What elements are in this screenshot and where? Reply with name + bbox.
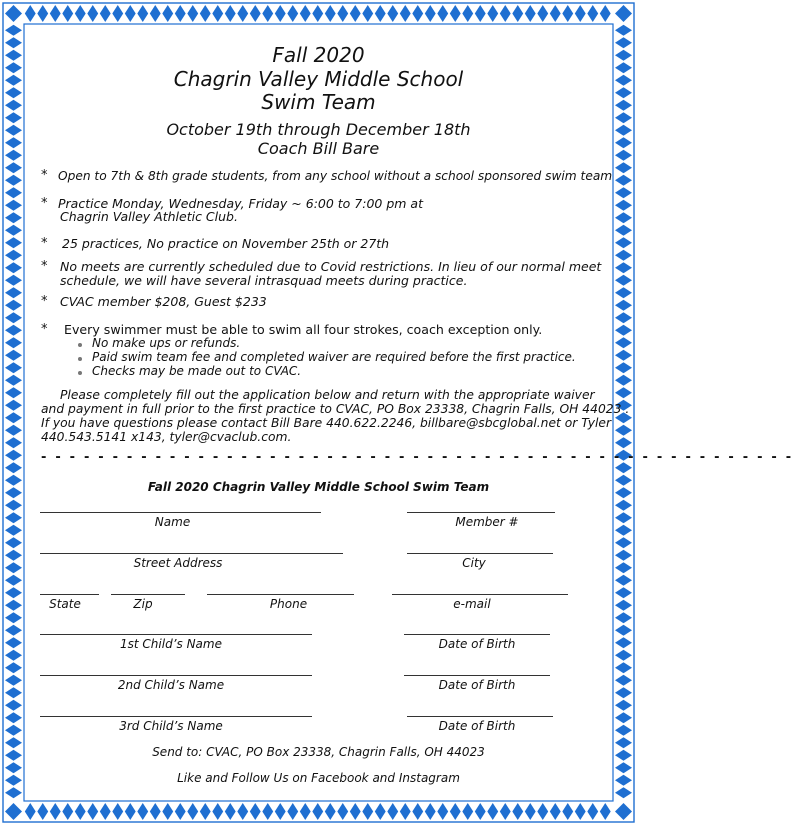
sub-bullet-dot	[78, 343, 82, 347]
bullet-eligibility: Open to 7th & 8th grade students, from any school without a school sponsored swim team	[58, 169, 613, 183]
zip-label: Zip	[133, 597, 153, 611]
zip-line[interactable]	[111, 594, 185, 595]
name-label: Name	[154, 515, 191, 529]
street-address-line[interactable]	[40, 553, 343, 554]
bullet-meets: No meets are currently scheduled due to Covid restrictions. In lieu of our normal meet	[60, 259, 602, 274]
member-number-line[interactable]	[407, 512, 555, 513]
bullet-fee: CVAC member $208, Guest $233	[60, 294, 267, 309]
member-number-label: Member #	[455, 515, 519, 529]
child3-name-line[interactable]	[40, 716, 312, 717]
child2-dob-line[interactable]	[404, 675, 550, 676]
child1-dob-line[interactable]	[404, 634, 550, 635]
season-dates: October 19th through December 18th	[166, 120, 471, 139]
sub-bullet-refunds: No make ups or refunds.	[92, 336, 241, 350]
street-address-label: Street Address	[133, 556, 223, 570]
city-label: City	[462, 556, 486, 570]
state-line[interactable]	[40, 594, 99, 595]
bullet-practice: Practice Monday, Wednesday, Friday ~ 6:00 to 7:00 pm at	[58, 196, 423, 211]
bullet-strokes: Every swimmer must be able to swim all four strokes, coach exception only.	[64, 322, 543, 337]
form-title: Fall 2020 Chagrin Valley Middle School Swim Team	[147, 480, 490, 494]
child3-dob-label: Date of Birth	[438, 719, 516, 733]
child1-name-line[interactable]	[40, 634, 312, 635]
bullet-marker: *	[41, 196, 48, 211]
sub-bullet-dot	[78, 371, 82, 375]
phone-label: Phone	[269, 597, 308, 611]
title-team: Swim Team	[261, 90, 376, 114]
instructions-line-1: Please completely fill out the application below and return with the appropriate waiver	[60, 388, 595, 402]
email-line[interactable]	[392, 594, 568, 595]
send-to-address: Send to: CVAC, PO Box 23338, Chagrin Falls, OH 44023	[152, 745, 485, 759]
child2-name-label: 2nd Child’s Name	[117, 678, 225, 692]
title-school: Chagrin Valley Middle School	[173, 67, 464, 91]
email-label: e-mail	[453, 597, 491, 611]
child1-name-label: 1st Child’s Name	[120, 637, 222, 651]
instructions-line-3: If you have questions please contact Bill Bare 440.622.2246, billbare@sbcglobal.net or Tyler	[41, 416, 612, 430]
sub-bullet-waiver: Paid swim team fee and completed waiver are required before the first practice.	[92, 350, 576, 364]
bullet-meets-cont: schedule, we will have several intrasquad meets during practice.	[60, 273, 468, 288]
child2-dob-label: Date of Birth	[438, 678, 516, 692]
title-season: Fall 2020	[272, 43, 365, 67]
instructions-line-2: and payment in full prior to the first practice to CVAC, PO Box 23338, Chagrin Falls, OH 44023 .	[41, 402, 630, 416]
bullet-marker: *	[41, 168, 48, 183]
sub-bullet-checks: Checks may be made out to CVAC.	[92, 364, 302, 378]
bullet-practices-count: 25 practices, No practice on November 25th or 27th	[62, 236, 390, 251]
sub-bullet-dot	[78, 357, 82, 361]
child3-name-label: 3rd Child’s Name	[119, 719, 223, 733]
city-line[interactable]	[407, 553, 553, 554]
bullet-marker: *	[41, 236, 48, 251]
bullet-marker: *	[41, 322, 48, 337]
social-follow: Like and Follow Us on Facebook and Instagram	[177, 771, 460, 785]
name-line[interactable]	[40, 512, 321, 513]
phone-line[interactable]	[207, 594, 354, 595]
child3-dob-line[interactable]	[407, 716, 553, 717]
coach-name: Coach Bill Bare	[257, 139, 380, 158]
bullet-practice-cont: Chagrin Valley Athletic Club.	[60, 209, 238, 224]
state-label: State	[49, 597, 81, 611]
child1-dob-label: Date of Birth	[438, 637, 516, 651]
instructions-line-4: 440.543.5141 x143, tyler@cvaclub.com.	[41, 430, 292, 444]
bullet-marker: *	[41, 294, 48, 309]
tear-off-divider: - - - - - - - - - - - - - - - - - - - - - - - - - - - - - - - - - - - - - - - - - - - - - - - - - - - - -	[41, 450, 793, 465]
child2-name-line[interactable]	[40, 675, 312, 676]
bullet-marker: *	[41, 259, 48, 274]
